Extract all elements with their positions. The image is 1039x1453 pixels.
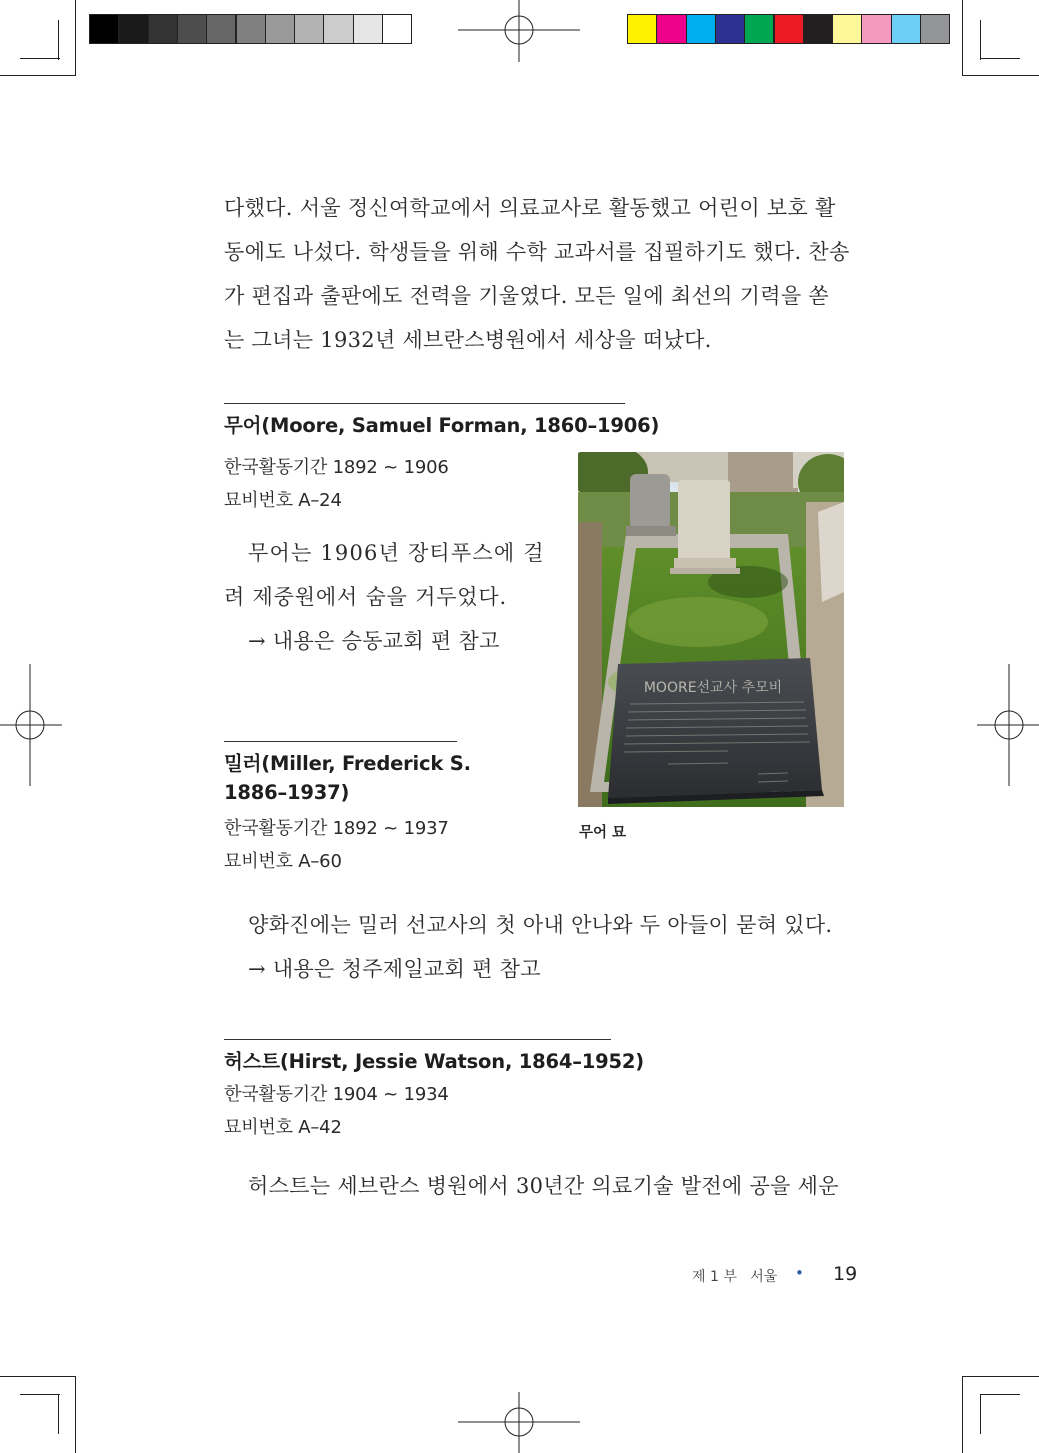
registration-mark-top [458,0,580,62]
crop-mark-br [962,1376,963,1453]
process-color-swatch [832,14,862,44]
grayscale-swatch [177,14,207,44]
moore-section-rule [224,403,625,404]
bleed-mark [20,58,60,59]
miller-grave-number: 묘비번호 A–60 [224,851,342,872]
plaque-inscription: MOORE선교사 추모비 [643,680,783,696]
intro-line-2: 동에도 나섰다. 학생들을 위해 수학 교과서를 집필하기도 했다. 찬송 [224,240,850,264]
registration-mark-bottom [458,1392,580,1453]
hirst-activity-period: 한국활동기간 1904 ~ 1934 [224,1084,449,1105]
page-number: 19 [833,1263,858,1285]
moore-body-line-2: 려 제중원에서 숨을 거두었다. [224,585,507,609]
bleed-mark [980,20,981,60]
process-color-swatch [627,14,657,44]
crop-mark-bl [75,1376,76,1453]
footer-bullet: • [795,1264,804,1282]
bleed-mark [980,1394,981,1434]
grayscale-swatch [382,14,412,44]
miller-heading-line-1: 밀러(Miller, Frederick S. [224,752,471,775]
moore-activity-period: 한국활동기간 1892 ~ 1906 [224,457,449,478]
process-color-swatch [920,14,950,44]
crop-mark-br [962,1376,1039,1377]
miller-activity-period: 한국활동기간 1892 ~ 1937 [224,818,449,839]
grayscale-swatch [206,14,236,44]
grayscale-swatch [89,14,119,44]
bleed-mark [58,20,59,60]
hirst-section-rule [224,1039,611,1040]
intro-line-3: 가 편집과 출판에도 전력을 기울였다. 모든 일에 최선의 기력을 쏟 [224,284,829,308]
grayscale-swatch [236,14,266,44]
process-color-swatch [686,14,716,44]
hirst-body-line-1: 허스트는 세브란스 병원에서 30년간 의료기술 발전에 공을 세운 [248,1174,839,1198]
intro-line-1: 다했다. 서울 정신여학교에서 의료교사로 활동했고 어린이 보호 활 [224,196,836,220]
bleed-mark [980,1394,1020,1395]
bleed-mark [980,58,1020,59]
process-color-swatch [861,14,891,44]
miller-heading-line-2: 1886–1937) [224,781,350,804]
registration-mark-right [977,664,1039,786]
photo-caption: 무어 묘 [579,825,627,841]
crop-mark-bl [0,1376,76,1377]
registration-mark-left [0,664,62,786]
crop-mark-tl [75,0,76,76]
crop-mark-tr [962,0,963,76]
grayscale-swatch [294,14,324,44]
process-color-swatch [891,14,921,44]
crop-mark-tr [962,75,1039,76]
moore-grave-photo [578,452,844,807]
moore-body-line-1: 무어는 1906년 장티푸스에 걸 [248,541,545,565]
process-color-swatch [656,14,686,44]
grayscale-swatch [118,14,148,44]
hirst-grave-number: 묘비번호 A–42 [224,1117,342,1138]
grayscale-swatch [265,14,295,44]
running-footer-section: 제 1 부 서울 [692,1269,778,1285]
grayscale-swatch [353,14,383,44]
moore-reference: → 내용은 승동교회 편 참고 [248,629,500,653]
moore-grave-number: 묘비번호 A–24 [224,490,342,511]
hirst-heading: 허스트(Hirst, Jessie Watson, 1864–1952) [224,1050,644,1073]
process-color-swatch [803,14,833,44]
miller-section-rule [224,741,457,742]
grayscale-swatch [148,14,178,44]
process-color-swatch [774,14,804,44]
bleed-mark [20,1394,60,1395]
intro-line-4: 는 그녀는 1932년 세브란스병원에서 세상을 떠났다. [224,328,712,352]
process-color-swatch [744,14,774,44]
moore-heading: 무어(Moore, Samuel Forman, 1860–1906) [224,414,660,437]
bleed-mark [58,1394,59,1434]
grayscale-swatch [323,14,353,44]
crop-mark-tl [0,75,76,76]
miller-body-line-1: 양화진에는 밀러 선교사의 첫 아내 안나와 두 아들이 묻혀 있다. [248,913,833,937]
miller-reference: → 내용은 청주제일교회 편 참고 [248,957,541,981]
grave-photo-illustration [578,452,844,807]
process-color-swatch [715,14,745,44]
